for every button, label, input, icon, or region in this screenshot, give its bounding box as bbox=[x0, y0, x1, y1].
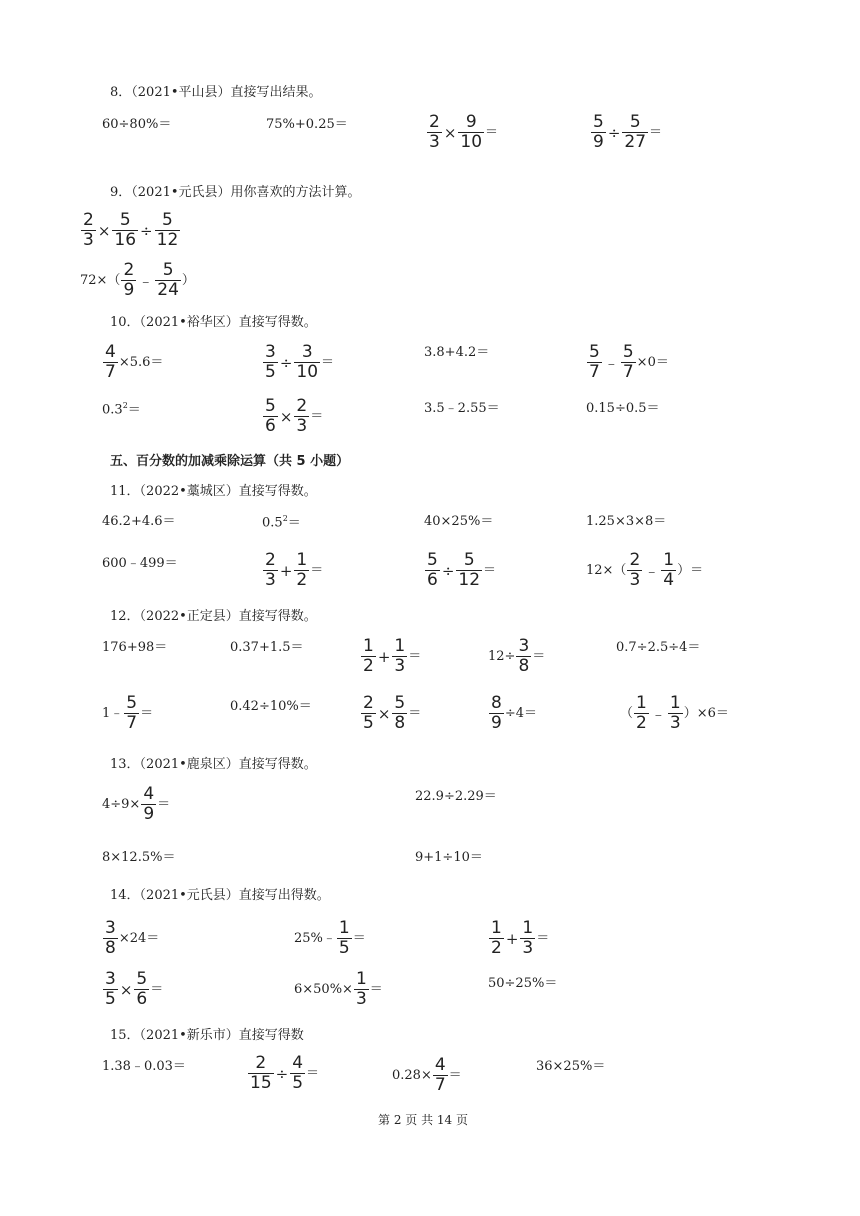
q8-expr-2: 75%+0.25＝ bbox=[266, 117, 348, 132]
q8-expr-4: $\frac{5}{9}$ ÷ $\frac{5}{27}$ ＝ bbox=[593, 112, 663, 152]
q10-expr-7: 3.5﹣2.55＝ bbox=[424, 401, 500, 416]
q12-expr-3: $\frac{1}{2}$ + $\frac{1}{3}$ ＝ bbox=[363, 636, 422, 676]
q10-expr-1: $\frac{4}{7}$ ×5.6＝ bbox=[105, 342, 164, 382]
q14-expr-2: 25%﹣ $\frac{1}{5}$ ＝ bbox=[294, 918, 366, 958]
q12-expr-4: 12÷ $\frac{3}{8}$ ＝ bbox=[488, 636, 546, 676]
q13-expr-3: 8×12.5%＝ bbox=[102, 850, 176, 865]
q12-expr-1: 176+98＝ bbox=[102, 640, 168, 655]
q14-expr-6: 50÷25%＝ bbox=[488, 976, 558, 991]
fraction: $\frac{3}{8}$ bbox=[105, 918, 116, 958]
q12-expr-9: $\frac{8}{9}$ ÷4＝ bbox=[491, 693, 537, 733]
fraction: $\frac{2}{3}$ bbox=[265, 550, 276, 590]
q12-expr-8: $\frac{2}{5}$ × $\frac{5}{8}$ ＝ bbox=[363, 693, 422, 733]
q13-expr-1: 4÷9× $\frac{4}{9}$ ＝ bbox=[102, 784, 171, 824]
q10-expr-8: 0.15÷0.5＝ bbox=[586, 401, 660, 416]
question-12-heading: 12．（2022•正定县）直接写得数。 bbox=[110, 609, 317, 624]
fraction: $\frac{4}{9}$ bbox=[143, 784, 155, 824]
fraction: $\frac{5}{12}$ bbox=[156, 210, 179, 250]
fraction: $\frac{1}{3}$ bbox=[522, 918, 534, 958]
fraction: $\frac{5}{12}$ bbox=[458, 550, 481, 590]
q10-expr-6: $\frac{5}{6}$ × $\frac{2}{3}$ ＝ bbox=[265, 396, 324, 436]
q13-expr-4: 9+1÷10＝ bbox=[415, 850, 483, 865]
page-number-footer: 第 2 页 共 14 页 bbox=[378, 1113, 468, 1127]
fraction: $\frac{1}{2}$ bbox=[491, 918, 502, 958]
fraction: $\frac{4}{7}$ bbox=[434, 1055, 446, 1095]
q14-expr-4: $\frac{3}{5}$ × $\frac{5}{6}$ ＝ bbox=[105, 969, 164, 1009]
q9-expr-1: $\frac{2}{3}$ × $\frac{5}{16}$ ÷ $\frac{5}{12}$ bbox=[83, 210, 179, 250]
fraction: $\frac{5}{6}$ bbox=[265, 396, 276, 436]
q12-expr-5: 0.7÷2.5÷4＝ bbox=[616, 640, 701, 655]
fraction: $\frac{5}{24}$ bbox=[157, 260, 179, 300]
q14-expr-5: 6×50%× $\frac{1}{3}$ ＝ bbox=[294, 969, 383, 1009]
fraction: $\frac{1}{2}$ bbox=[363, 636, 374, 676]
q14-expr-1: $\frac{3}{8}$ ×24＝ bbox=[105, 918, 160, 958]
q10-expr-3: 3.8+4.2＝ bbox=[424, 345, 490, 360]
fraction: $\frac{2}{9}$ bbox=[123, 260, 135, 300]
question-9-heading: 9．（2021•元氏县）用你喜欢的方法计算。 bbox=[110, 185, 361, 200]
fraction: $\frac{5}{6}$ bbox=[427, 550, 438, 590]
q12-expr-7: 0.42÷10%＝ bbox=[230, 699, 312, 714]
q8-expr-3: $\frac{2}{3}$ × $\frac{9}{10}$ ＝ bbox=[429, 112, 499, 152]
fraction: $\frac{2}{15}$ bbox=[250, 1053, 272, 1093]
fraction: $\frac{5}{16}$ bbox=[114, 210, 137, 250]
fraction: $\frac{1}{2}$ bbox=[636, 693, 647, 733]
q13-expr-2: 22.9÷2.29＝ bbox=[415, 789, 497, 804]
question-8-heading: 8．（2021•平山县）直接写出结果。 bbox=[110, 85, 322, 100]
fraction: $\frac{1}{5}$ bbox=[338, 918, 350, 958]
fraction: $\frac{5}{9}$ bbox=[593, 112, 604, 152]
fraction: $\frac{4}{5}$ bbox=[292, 1053, 304, 1093]
fraction: $\frac{5}{7}$ bbox=[622, 342, 634, 382]
fraction: $\frac{1}{2}$ bbox=[296, 550, 308, 590]
q10-expr-5: $0.3^2=$ bbox=[102, 401, 141, 418]
fraction: $\frac{8}{9}$ bbox=[491, 693, 502, 733]
q8-expr-1: 60÷80%＝ bbox=[102, 117, 172, 132]
q15-expr-3: 0.28× $\frac{4}{7}$ ＝ bbox=[392, 1055, 462, 1095]
fraction: $\frac{3}{5}$ bbox=[265, 342, 276, 382]
fraction: $\frac{3}{10}$ bbox=[296, 342, 319, 382]
q11-expr-4: 1.25×3×8＝ bbox=[586, 514, 667, 529]
q12-expr-2: 0.37+1.5＝ bbox=[230, 640, 304, 655]
q10-expr-4: $\frac{5}{7}$ ﹣ $\frac{5}{7}$ ×0＝ bbox=[589, 342, 669, 382]
fraction: $\frac{2}{3}$ bbox=[429, 112, 440, 152]
q15-expr-1: 1.38﹣0.03＝ bbox=[102, 1059, 186, 1074]
fraction: $\frac{1}{4}$ bbox=[663, 550, 675, 590]
q10-expr-2: $\frac{3}{5}$ ÷ $\frac{3}{10}$ ＝ bbox=[265, 342, 335, 382]
fraction: $\frac{9}{10}$ bbox=[460, 112, 483, 152]
fraction: $\frac{1}{3}$ bbox=[394, 636, 406, 676]
fraction: $\frac{4}{7}$ bbox=[105, 342, 116, 382]
fraction: $\frac{2}{3}$ bbox=[83, 210, 94, 250]
q11-expr-6: $\frac{2}{3}$ + $\frac{1}{2}$ ＝ bbox=[265, 550, 324, 590]
q11-expr-5: 600﹣499＝ bbox=[102, 556, 178, 571]
q11-expr-7: $\frac{5}{6}$ ÷ $\frac{5}{12}$ ＝ bbox=[427, 550, 497, 590]
q15-expr-4: 36×25%＝ bbox=[536, 1059, 606, 1074]
fraction: $\frac{2}{3}$ bbox=[296, 396, 308, 436]
section-5-title: 五、百分数的加减乘除运算（共 5 小题） bbox=[110, 454, 350, 469]
question-13-heading: 13．（2021•鹿泉区）直接写得数。 bbox=[110, 757, 317, 772]
q11-expr-3: 40×25%＝ bbox=[424, 514, 494, 529]
fraction: $\frac{5}{6}$ bbox=[136, 969, 148, 1009]
q12-expr-10: （ $\frac{1}{2}$ ﹣ $\frac{1}{3}$ ）×6＝ bbox=[620, 693, 729, 733]
fraction: $\frac{1}{3}$ bbox=[669, 693, 681, 733]
q11-expr-1: 46.2+4.6＝ bbox=[102, 514, 176, 529]
fraction: $\frac{5}{8}$ bbox=[394, 693, 406, 733]
q9-expr-2: 72×（ $\frac{2}{9}$ ﹣ $\frac{5}{24}$ ） bbox=[80, 260, 195, 300]
fraction: $\frac{3}{5}$ bbox=[105, 969, 116, 1009]
fraction: $\frac{5}{7}$ bbox=[126, 693, 138, 733]
fraction: $\frac{2}{3}$ bbox=[629, 550, 641, 590]
q11-expr-2: $0.5^2=$ bbox=[262, 514, 301, 531]
fraction: $\frac{3}{8}$ bbox=[518, 636, 530, 676]
fraction: $\frac{2}{5}$ bbox=[363, 693, 374, 733]
fraction: $\frac{5}{7}$ bbox=[589, 342, 600, 382]
question-10-heading: 10．（2021•裕华区）直接写得数。 bbox=[110, 315, 317, 330]
question-11-heading: 11．（2022•藁城区）直接写得数。 bbox=[110, 484, 317, 499]
question-14-heading: 14．（2021•元氏县）直接写出得数。 bbox=[110, 888, 330, 903]
q12-expr-6: 1﹣ $\frac{5}{7}$ ＝ bbox=[102, 693, 154, 733]
q14-expr-3: $\frac{1}{2}$ + $\frac{1}{3}$ ＝ bbox=[491, 918, 550, 958]
question-15-heading: 15．（2021•新乐市）直接写得数 bbox=[110, 1028, 304, 1043]
q11-expr-8: 12×（ $\frac{2}{3}$ ﹣ $\frac{1}{4}$ ）＝ bbox=[586, 550, 704, 590]
q15-expr-2: $\frac{2}{15}$ ÷ $\frac{4}{5}$ ＝ bbox=[250, 1053, 320, 1093]
fraction: $\frac{5}{27}$ bbox=[624, 112, 647, 152]
fraction: $\frac{1}{3}$ bbox=[355, 969, 367, 1009]
